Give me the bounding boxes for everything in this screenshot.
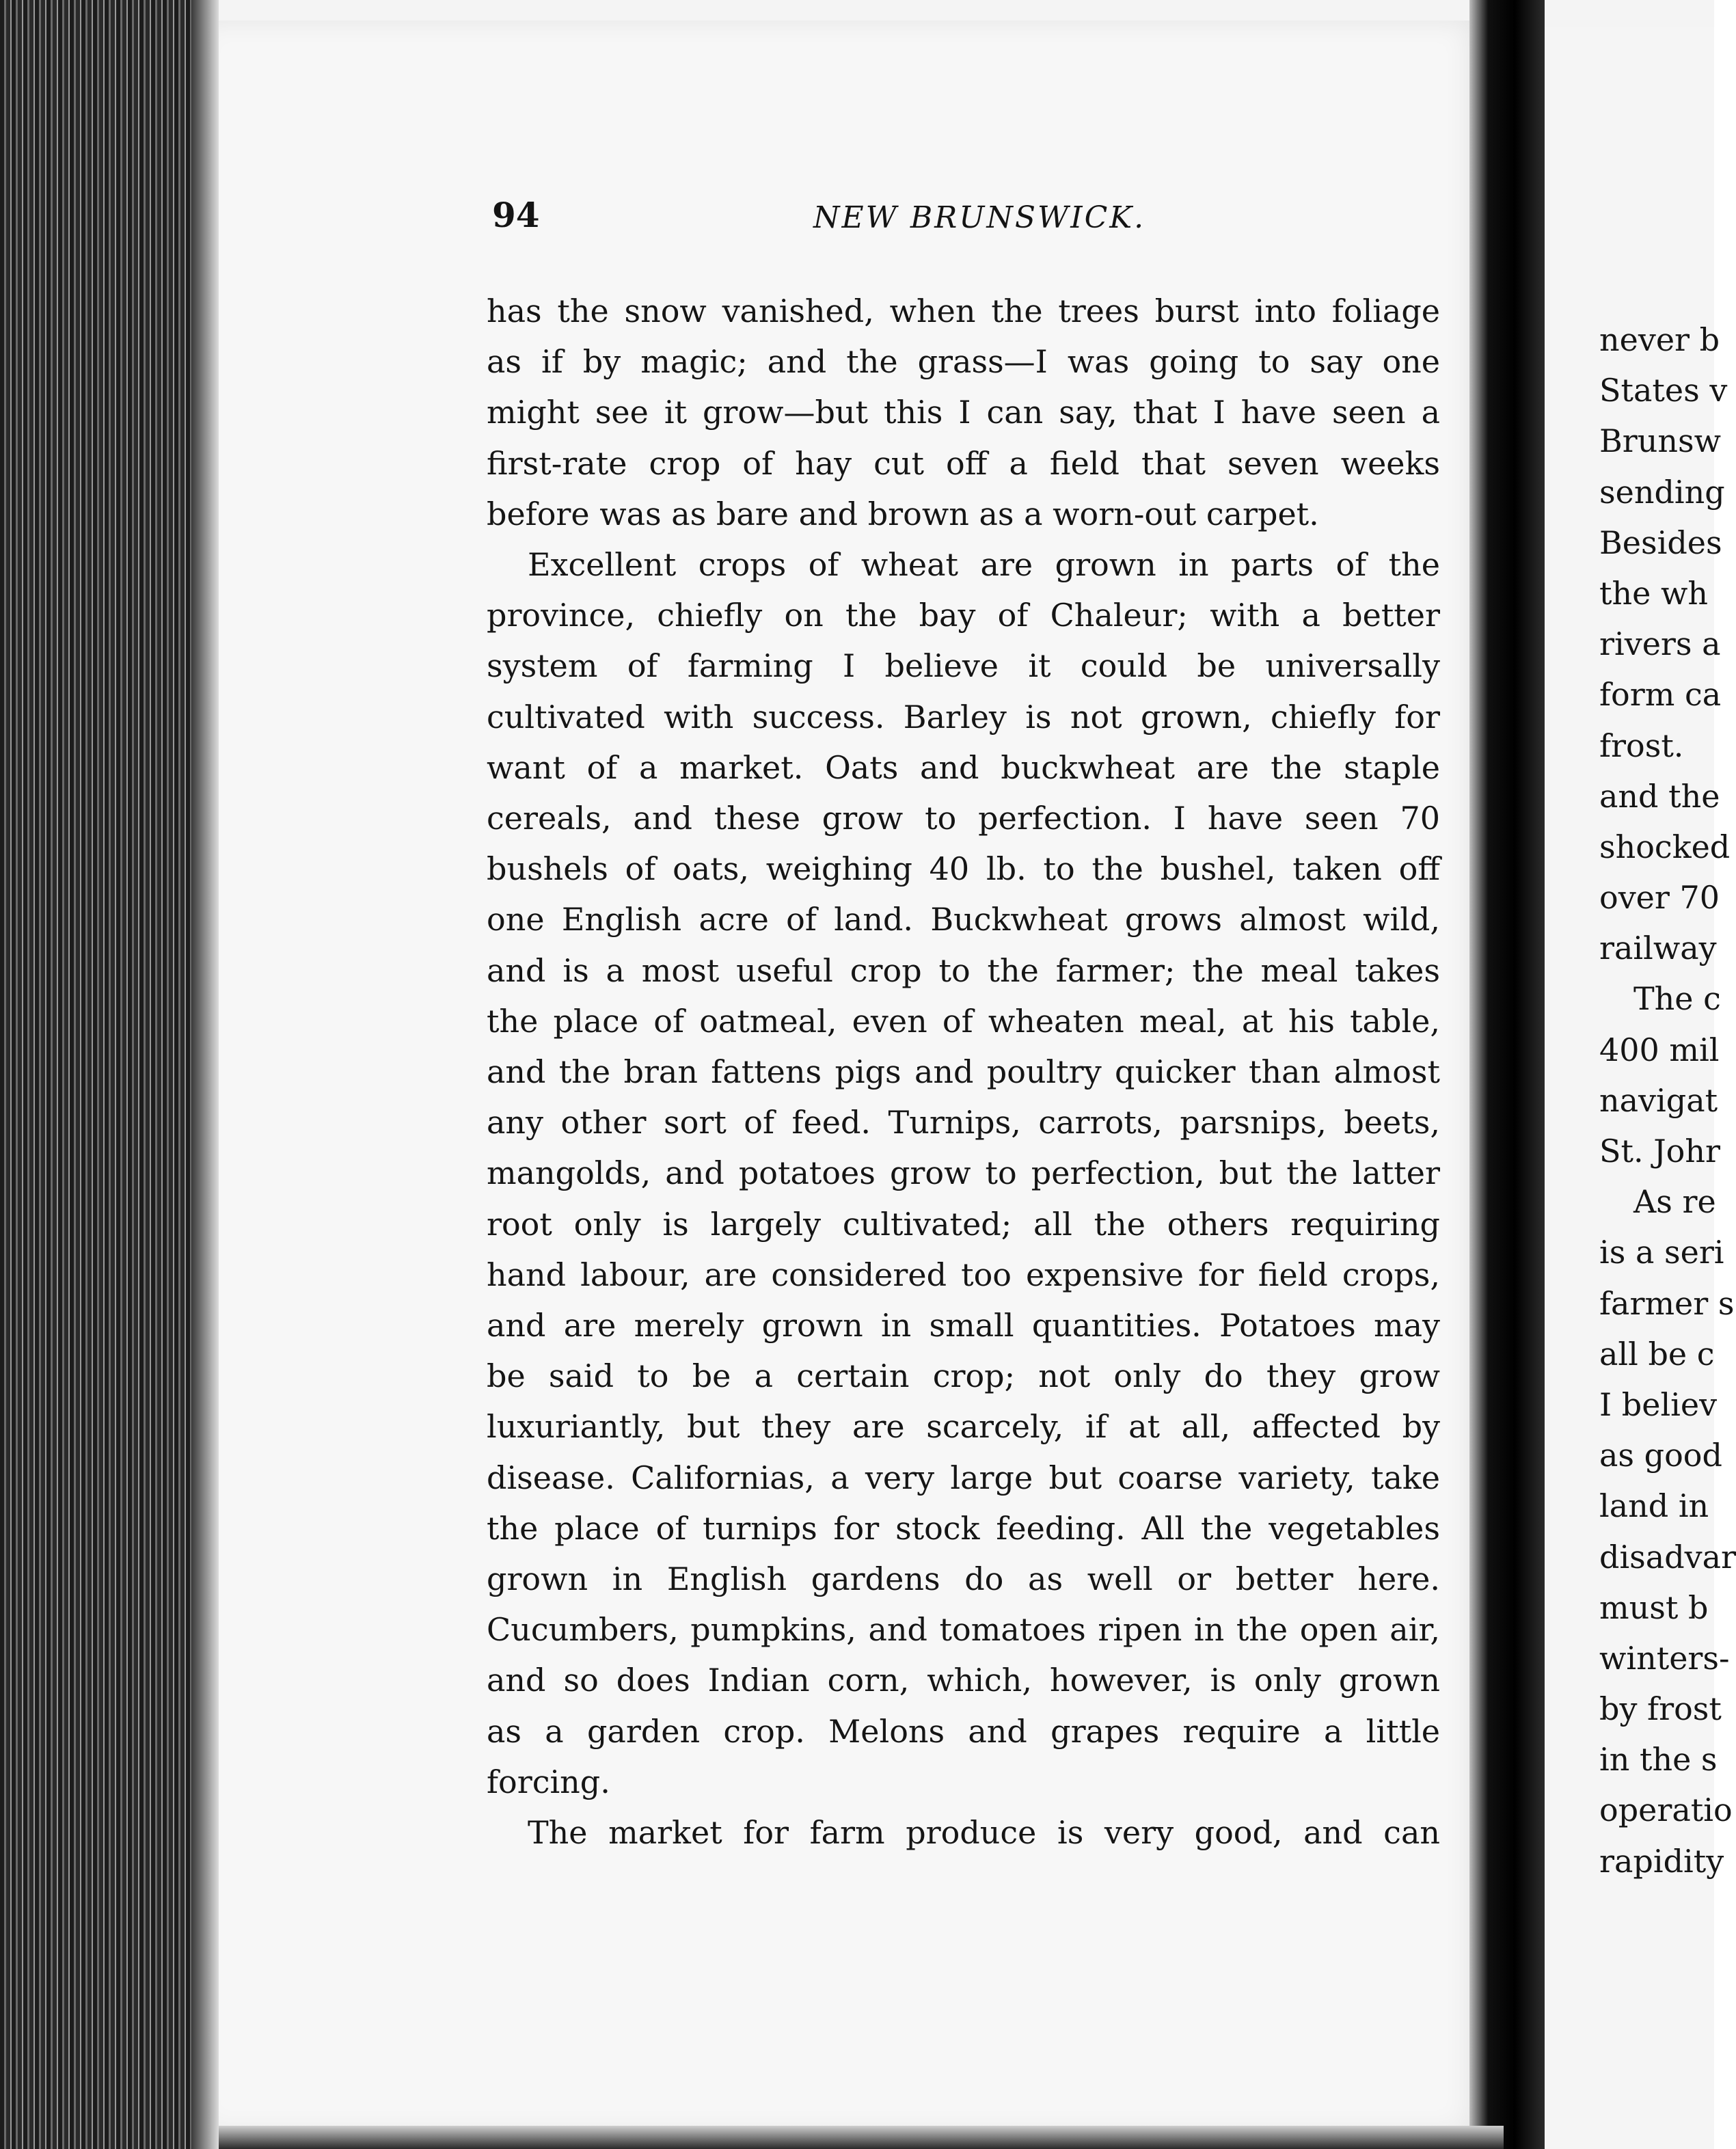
text-fragment: navigat — [1599, 1081, 1718, 1119]
text-line: be said to be a certain crop; not only do they grow — [487, 1357, 1440, 1395]
text-line: province, chiefly on the bay of Chaleur; with a better — [487, 597, 1440, 634]
right-page — [1545, 27, 1736, 2149]
text-line: the place of oatmeal, even of wheaten meal, at his table, — [487, 1002, 1440, 1040]
text-fragment: farmer s — [1599, 1284, 1735, 1322]
text-line: any other sort of feed. Turnips, carrots, parsnips, beets, — [487, 1104, 1440, 1141]
book-gutter-shadow — [1469, 0, 1545, 2149]
text-fragment: must b — [1599, 1589, 1709, 1626]
text-fragment: disadvar — [1599, 1538, 1736, 1576]
text-line: bushels of oats, weighing 40 lb. to the bushel, taken off — [487, 850, 1440, 888]
text-line: has the snow vanished, when the trees burst into foliage — [487, 293, 1440, 329]
text-line: Cucumbers, pumpkins, and tomatoes ripen in the open air, — [487, 1611, 1440, 1649]
text-fragment: by frost — [1599, 1690, 1722, 1728]
running-head: NEW BRUNSWICK. — [813, 200, 1146, 235]
page-number: 94 — [492, 195, 540, 235]
text-fragment: all be c — [1599, 1335, 1715, 1373]
text-line: cereals, and these grow to perfection. I have seen 70 — [487, 800, 1440, 837]
text-fragment: The c — [1633, 980, 1721, 1018]
text-fragment: frost. — [1599, 727, 1684, 764]
text-fragment: Brunsw — [1599, 422, 1722, 460]
text-line: and are merely grown in small quantities. Potatoes may — [487, 1307, 1440, 1344]
text-fragment: rivers a — [1599, 625, 1721, 663]
book-bottom-edge — [219, 2126, 1504, 2149]
text-fragment: land in — [1599, 1487, 1709, 1525]
text-line: and so does Indian corn, which, however, is only grown — [487, 1662, 1440, 1699]
text-line: as a garden crop. Melons and grapes require a little — [487, 1712, 1440, 1750]
text-line: one English acre of land. Buckwheat grows almost wild, — [487, 901, 1440, 938]
text-fragment: and the — [1599, 777, 1720, 815]
text-line: want of a market. Oats and buckwheat are the staple — [487, 748, 1440, 786]
text-fragment: operatio — [1599, 1792, 1733, 1829]
text-line: as if by magic; and the grass—I was going to say one — [487, 343, 1440, 381]
text-line: first-rate crop of hay cut off a field that seven weeks — [487, 444, 1440, 482]
text-line: Excellent crops of wheat are grown in parts of the — [528, 546, 1440, 584]
text-line: forcing. — [487, 1763, 610, 1800]
text-fragment: 400 mil — [1599, 1031, 1720, 1068]
text-line: The market for farm produce is very good, and can — [528, 1814, 1440, 1852]
text-fragment: form ca — [1599, 676, 1722, 714]
text-fragment: railway — [1599, 930, 1717, 967]
text-fragment: is a seri — [1599, 1234, 1724, 1271]
text-line: the place of turnips for stock feeding. All the vegetables — [487, 1509, 1440, 1547]
page-header — [492, 195, 1408, 249]
right-page-text — [1599, 314, 1736, 1887]
text-line: luxuriantly, but they are scarcely, if at all, affected by — [487, 1408, 1440, 1446]
text-fragment: shocked — [1599, 828, 1731, 865]
text-fragment: States v — [1599, 372, 1728, 409]
text-line: and the bran fattens pigs and poultry quicker than almost — [487, 1053, 1440, 1091]
text-fragment: in the s — [1599, 1741, 1718, 1779]
text-line: might see it grow—but this I can say, that I have seen a — [487, 394, 1440, 431]
text-fragment: winters- — [1599, 1639, 1730, 1677]
text-fragment: as good — [1599, 1437, 1722, 1474]
text-line: hand labour, are considered too expensive for field crops, — [487, 1256, 1440, 1293]
book-page-edges — [0, 0, 219, 2149]
text-line: and is a most useful crop to the farmer; the meal takes — [487, 951, 1440, 989]
text-line: system of farming I believe it could be universally — [487, 647, 1440, 685]
text-line: before was as bare and brown as a worn-out carpet. — [487, 495, 1319, 532]
text-fragment: As re — [1633, 1183, 1716, 1221]
text-fragment: never b — [1599, 321, 1720, 358]
text-fragment: I believ — [1599, 1386, 1718, 1423]
text-fragment: rapidity — [1599, 1842, 1724, 1880]
text-fragment: the wh — [1599, 574, 1708, 612]
body-text — [487, 286, 1440, 1858]
text-fragment: sending — [1599, 473, 1725, 511]
text-fragment: St. Johr — [1599, 1133, 1720, 1170]
text-line: cultivated with success. Barley is not grown, chiefly for — [487, 698, 1440, 735]
text-line: root only is largely cultivated; all the others requiring — [487, 1205, 1440, 1243]
text-line: grown in English gardens do as well or better here. — [487, 1560, 1440, 1598]
text-fragment: Besides — [1599, 524, 1722, 561]
text-line: disease. Californias, a very large but coarse variety, take — [487, 1459, 1440, 1496]
text-fragment: over 70 — [1599, 879, 1720, 917]
text-line: mangolds, and potatoes grow to perfection, but the latter — [487, 1154, 1440, 1192]
